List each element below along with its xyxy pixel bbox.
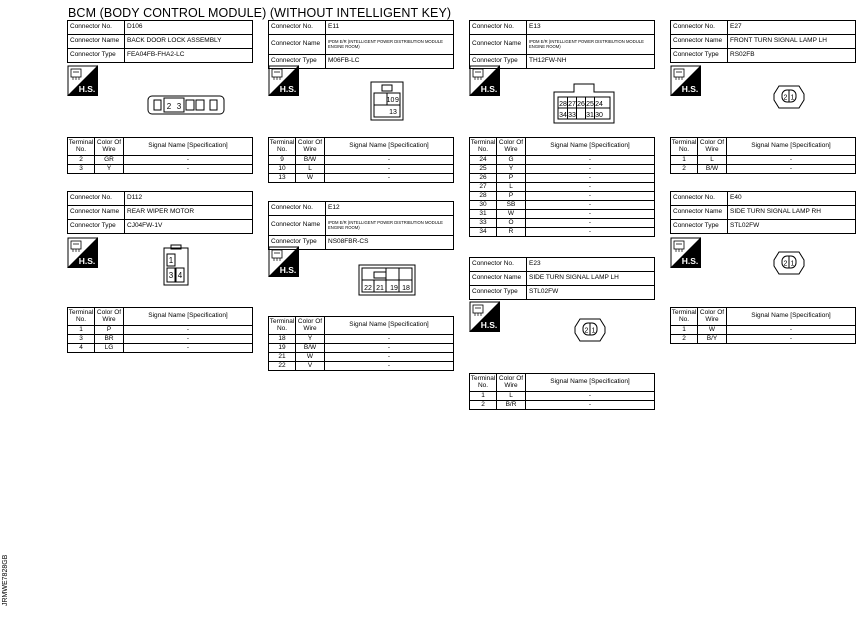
- terminal-table-D112: [67, 307, 253, 353]
- connector-info-E13: [469, 20, 655, 69]
- pin-label: 24: [595, 101, 603, 108]
- terminal-table-E12: [268, 316, 454, 371]
- connector-name-value: IPDM E/R (INTELLIGENT POWER DISTRIBUTION MODULE ENGINE ROOM): [326, 216, 454, 236]
- terminal-no: 3: [68, 165, 95, 174]
- hs-label: H.S.: [480, 84, 498, 94]
- wire-color: R: [497, 228, 526, 237]
- terminal-no: 27: [470, 183, 497, 192]
- pin-label: 26: [577, 101, 585, 108]
- table-row: [68, 344, 253, 353]
- terminal-no: 26: [470, 174, 497, 183]
- connector-diagram-D106: [146, 92, 226, 118]
- wire-color: L: [497, 183, 526, 192]
- table-row: [269, 165, 454, 174]
- terminal-no: 9: [269, 156, 296, 165]
- signal-name: -: [526, 392, 655, 401]
- signal-name-header: Signal Name [Specification]: [124, 138, 253, 156]
- wire-color: B/W: [296, 156, 325, 165]
- table-row: [470, 192, 655, 201]
- wire-color: V: [296, 362, 325, 371]
- pin-label: 2: [783, 260, 788, 268]
- terminal-no: 22: [269, 362, 296, 371]
- connector-info-E23: [469, 257, 655, 300]
- pin-label: 33: [568, 112, 576, 119]
- connector-type-label: Connector Type: [269, 236, 326, 250]
- terminal-table-E40: [670, 307, 856, 344]
- terminal-no: 31: [470, 210, 497, 219]
- signal-name-header: Signal Name [Specification]: [526, 374, 655, 392]
- terminal-no: 13: [269, 174, 296, 183]
- wire-color: P: [497, 174, 526, 183]
- pin-label: 4: [177, 271, 183, 280]
- connector-name-value: BACK DOOR LOCK ASSEMBLY: [125, 35, 253, 49]
- connector-name-label: Connector Name: [269, 216, 326, 236]
- signal-name-header: Signal Name [Specification]: [124, 308, 253, 326]
- connector-info-D112: [67, 191, 253, 234]
- harness-side-icon: [670, 65, 701, 96]
- hs-label: H.S.: [480, 320, 498, 330]
- connector-no-label: Connector No.: [470, 258, 527, 272]
- table-row: [671, 335, 856, 344]
- wire-color-header: Color Of Wire: [497, 374, 526, 392]
- signal-name: -: [526, 156, 655, 165]
- signal-name: -: [526, 228, 655, 237]
- table-row: [269, 362, 454, 371]
- connector-no-label: Connector No.: [68, 192, 125, 206]
- table-row: [470, 392, 655, 401]
- wire-color-header: Color Of Wire: [497, 138, 526, 156]
- connector-type-value: CJ04FW-1V: [125, 220, 253, 234]
- table-row: [671, 165, 856, 174]
- wire-color-header: Color Of Wire: [698, 308, 727, 326]
- hs-label: H.S.: [78, 256, 96, 266]
- pin-label: 25: [586, 101, 594, 108]
- wire-color: GR: [95, 156, 124, 165]
- connector-no-label: Connector No.: [671, 192, 728, 206]
- connector-info-E11: [268, 20, 454, 69]
- harness-side-icon: [469, 65, 500, 96]
- wire-color-header: Color Of Wire: [296, 138, 325, 156]
- pin-label: 2: [783, 94, 788, 102]
- table-row: [269, 353, 454, 362]
- terminal-no: 3: [68, 335, 95, 344]
- signal-name: -: [526, 192, 655, 201]
- table-row: [470, 228, 655, 237]
- signal-name: -: [325, 165, 454, 174]
- table-row: [470, 201, 655, 210]
- wire-color: Y: [296, 335, 325, 344]
- connector-diagram-E23: [574, 315, 606, 343]
- table-row: [470, 156, 655, 165]
- terminal-no-header: Terminal No.: [68, 308, 95, 326]
- connector-no-value: E12: [326, 202, 454, 216]
- connector-type-label: Connector Type: [68, 49, 125, 63]
- connector-name-label: Connector Name: [68, 206, 125, 220]
- harness-side-icon: [670, 237, 701, 268]
- connector-name-label: Connector Name: [671, 35, 728, 49]
- signal-name: -: [325, 362, 454, 371]
- wire-color: B/R: [497, 401, 526, 410]
- wire-color: W: [296, 174, 325, 183]
- wire-color: L: [698, 156, 727, 165]
- signal-name: -: [124, 326, 253, 335]
- connector-name-value: IPDM E/R (INTELLIGENT POWER DISTRIBUTION MODULE ENGINE ROOM): [326, 35, 454, 55]
- terminal-no: 30: [470, 201, 497, 210]
- connector-diagram-E40: [773, 248, 805, 276]
- connector-name-label: Connector Name: [269, 35, 326, 55]
- wire-color: B/Y: [698, 335, 727, 344]
- pin-label: 34: [559, 112, 567, 119]
- connector-type-value: STL02FW: [527, 286, 655, 300]
- table-row: [269, 344, 454, 353]
- table-row: [470, 174, 655, 183]
- wire-color-header: Color Of Wire: [95, 308, 124, 326]
- wire-color-header: Color Of Wire: [698, 138, 727, 156]
- connector-type-value: NS08FBR-CS: [326, 236, 454, 250]
- connector-name-label: Connector Name: [68, 35, 125, 49]
- signal-name-header: Signal Name [Specification]: [727, 308, 856, 326]
- table-row: [470, 210, 655, 219]
- connector-no-value: E23: [527, 258, 655, 272]
- terminal-table-E23: [469, 373, 655, 410]
- connector-type-value: STL02FW: [728, 220, 856, 234]
- signal-name: -: [526, 165, 655, 174]
- connector-name-value: SIDE TURN SIGNAL LAMP RH: [728, 206, 856, 220]
- terminal-no: 34: [470, 228, 497, 237]
- connector-no-label: Connector No.: [269, 202, 326, 216]
- terminal-no: 1: [671, 156, 698, 165]
- connector-info-E12: [268, 201, 454, 250]
- connector-type-value: FEA04FB-FHA2-LC: [125, 49, 253, 63]
- connector-type-value: M06FB-LC: [326, 55, 454, 69]
- terminal-table-E13: [469, 137, 655, 237]
- signal-name: -: [124, 156, 253, 165]
- connector-name-value: FRONT TURN SIGNAL LAMP LH: [728, 35, 856, 49]
- table-row: [68, 165, 253, 174]
- terminal-no: 1: [470, 392, 497, 401]
- signal-name-header: Signal Name [Specification]: [727, 138, 856, 156]
- terminal-no: 1: [68, 326, 95, 335]
- wire-color-header: Color Of Wire: [296, 317, 325, 335]
- table-row: [470, 219, 655, 228]
- signal-name: -: [727, 335, 856, 344]
- connector-name-label: Connector Name: [470, 35, 527, 55]
- hs-label: H.S.: [78, 84, 96, 94]
- table-row: [269, 335, 454, 344]
- signal-name-header: Signal Name [Specification]: [325, 138, 454, 156]
- connector-no-value: E13: [527, 21, 655, 35]
- connector-no-label: Connector No.: [671, 21, 728, 35]
- harness-side-icon: [67, 65, 98, 96]
- table-row: [269, 156, 454, 165]
- signal-name: -: [124, 165, 253, 174]
- wire-color-header: Color Of Wire: [95, 138, 124, 156]
- connector-type-label: Connector Type: [470, 286, 527, 300]
- terminal-no-header: Terminal No.: [671, 308, 698, 326]
- connector-no-value: E27: [728, 21, 856, 35]
- connector-name-label: Connector Name: [470, 272, 527, 286]
- signal-name-header: Signal Name [Specification]: [526, 138, 655, 156]
- connector-no-label: Connector No.: [470, 21, 527, 35]
- terminal-no: 4: [68, 344, 95, 353]
- terminal-no: 1: [671, 326, 698, 335]
- terminal-no: 10: [269, 165, 296, 174]
- connector-no-value: D106: [125, 21, 253, 35]
- harness-side-icon: [268, 65, 299, 96]
- pin-label: 1: [168, 256, 174, 265]
- pin-label: 1: [790, 94, 795, 102]
- figure-code: JRMWE7828GB: [2, 554, 9, 606]
- pin-label: 21: [376, 285, 384, 292]
- terminal-no: 25: [470, 165, 497, 174]
- harness-side-icon: [67, 237, 98, 268]
- table-row: [470, 401, 655, 410]
- pin-label: 31: [586, 112, 594, 119]
- terminal-no: 2: [68, 156, 95, 165]
- pin-label: 9: [395, 97, 399, 104]
- hs-label: H.S.: [681, 84, 699, 94]
- signal-name: -: [526, 174, 655, 183]
- connector-name-value: IPDM E/R (INTELLIGENT POWER DISTRIBUTION MODULE ENGINE ROOM): [527, 35, 655, 55]
- connector-name-value: REAR WIPER MOTOR: [125, 206, 253, 220]
- connector-diagram-E27: [773, 82, 805, 110]
- pin-label: 30: [595, 112, 603, 119]
- terminal-no-header: Terminal No.: [671, 138, 698, 156]
- pin-label: 22: [364, 285, 372, 292]
- connector-diagram-E11: [370, 81, 404, 121]
- connector-info-D106: [67, 20, 253, 63]
- hs-label: H.S.: [279, 84, 297, 94]
- signal-name: -: [526, 183, 655, 192]
- pin-label: 13: [389, 109, 397, 116]
- terminal-table-E27: [670, 137, 856, 174]
- pin-label: 27: [568, 101, 576, 108]
- wire-color: W: [296, 353, 325, 362]
- terminal-table-E11: [268, 137, 454, 183]
- table-row: [470, 165, 655, 174]
- connector-no-label: Connector No.: [68, 21, 125, 35]
- pin-label: 2: [584, 327, 589, 335]
- connector-info-E27: [670, 20, 856, 63]
- pin-label: 3: [168, 271, 174, 280]
- connector-type-label: Connector Type: [68, 220, 125, 234]
- connector-no-label: Connector No.: [269, 21, 326, 35]
- connector-type-label: Connector Type: [470, 55, 527, 69]
- signal-name: -: [124, 344, 253, 353]
- connector-no-value: E40: [728, 192, 856, 206]
- terminal-no-header: Terminal No.: [269, 138, 296, 156]
- signal-name: -: [727, 326, 856, 335]
- signal-name: -: [727, 156, 856, 165]
- pin-label: 10: [386, 97, 395, 104]
- signal-name: -: [325, 335, 454, 344]
- wire-color: P: [95, 326, 124, 335]
- terminal-no: 2: [671, 165, 698, 174]
- table-row: [68, 156, 253, 165]
- wire-color: O: [497, 219, 526, 228]
- table-row: [68, 326, 253, 335]
- terminal-no: 18: [269, 335, 296, 344]
- signal-name: -: [325, 344, 454, 353]
- wire-color: G: [497, 156, 526, 165]
- connector-no-value: D112: [125, 192, 253, 206]
- signal-name: -: [325, 353, 454, 362]
- wire-color: W: [698, 326, 727, 335]
- connector-info-E40: [670, 191, 856, 234]
- terminal-no-header: Terminal No.: [470, 138, 497, 156]
- terminal-table-D106: [67, 137, 253, 174]
- pin-label: 1: [591, 327, 596, 335]
- connector-type-label: Connector Type: [671, 49, 728, 63]
- wire-color: Y: [497, 165, 526, 174]
- pin-label: 28: [559, 101, 567, 108]
- table-row: [68, 335, 253, 344]
- terminal-no: 24: [470, 156, 497, 165]
- pin-label: 2: [166, 102, 172, 111]
- connector-diagram-E13: [553, 80, 615, 124]
- table-row: [671, 326, 856, 335]
- pin-label: 18: [402, 285, 410, 292]
- table-row: [671, 156, 856, 165]
- signal-name: -: [124, 335, 253, 344]
- connector-type-label: Connector Type: [671, 220, 728, 234]
- terminal-no: 2: [470, 401, 497, 410]
- terminal-no-header: Terminal No.: [68, 138, 95, 156]
- connector-diagram-D112: [163, 244, 189, 286]
- wire-color: B/W: [296, 344, 325, 353]
- wire-color: P: [497, 192, 526, 201]
- signal-name: -: [325, 174, 454, 183]
- connector-name-value: SIDE TURN SIGNAL LAMP LH: [527, 272, 655, 286]
- connector-type-label: Connector Type: [269, 55, 326, 69]
- terminal-no-header: Terminal No.: [470, 374, 497, 392]
- wire-color: L: [296, 165, 325, 174]
- signal-name-header: Signal Name [Specification]: [325, 317, 454, 335]
- terminal-no: 21: [269, 353, 296, 362]
- connector-diagram-E12: [358, 264, 416, 296]
- table-row: [470, 183, 655, 192]
- connector-name-label: Connector Name: [671, 206, 728, 220]
- pin-label: 1: [790, 260, 795, 268]
- wire-color: BR: [95, 335, 124, 344]
- connector-no-value: E11: [326, 21, 454, 35]
- pin-label: 3: [176, 102, 182, 111]
- wire-color: SB: [497, 201, 526, 210]
- signal-name: -: [526, 401, 655, 410]
- signal-name: -: [526, 201, 655, 210]
- terminal-no: 2: [671, 335, 698, 344]
- page-title: BCM (BODY CONTROL MODULE) (WITHOUT INTELLIGENT KEY): [68, 6, 452, 20]
- terminal-no: 19: [269, 344, 296, 353]
- signal-name: -: [325, 156, 454, 165]
- wire-color: W: [497, 210, 526, 219]
- connector-type-value: TH12FW-NH: [527, 55, 655, 69]
- signal-name: -: [526, 219, 655, 228]
- connector-type-value: RS02FB: [728, 49, 856, 63]
- wire-color: L: [497, 392, 526, 401]
- hs-label: H.S.: [279, 265, 297, 275]
- terminal-no-header: Terminal No.: [269, 317, 296, 335]
- table-row: [269, 174, 454, 183]
- terminal-no: 28: [470, 192, 497, 201]
- harness-side-icon: [268, 246, 299, 277]
- terminal-no: 33: [470, 219, 497, 228]
- signal-name: -: [727, 165, 856, 174]
- wire-color: Y: [95, 165, 124, 174]
- hs-label: H.S.: [681, 256, 699, 266]
- wire-color: B/W: [698, 165, 727, 174]
- signal-name: -: [526, 210, 655, 219]
- wire-color: LG: [95, 344, 124, 353]
- pin-label: 19: [390, 285, 398, 292]
- harness-side-icon: [469, 301, 500, 332]
